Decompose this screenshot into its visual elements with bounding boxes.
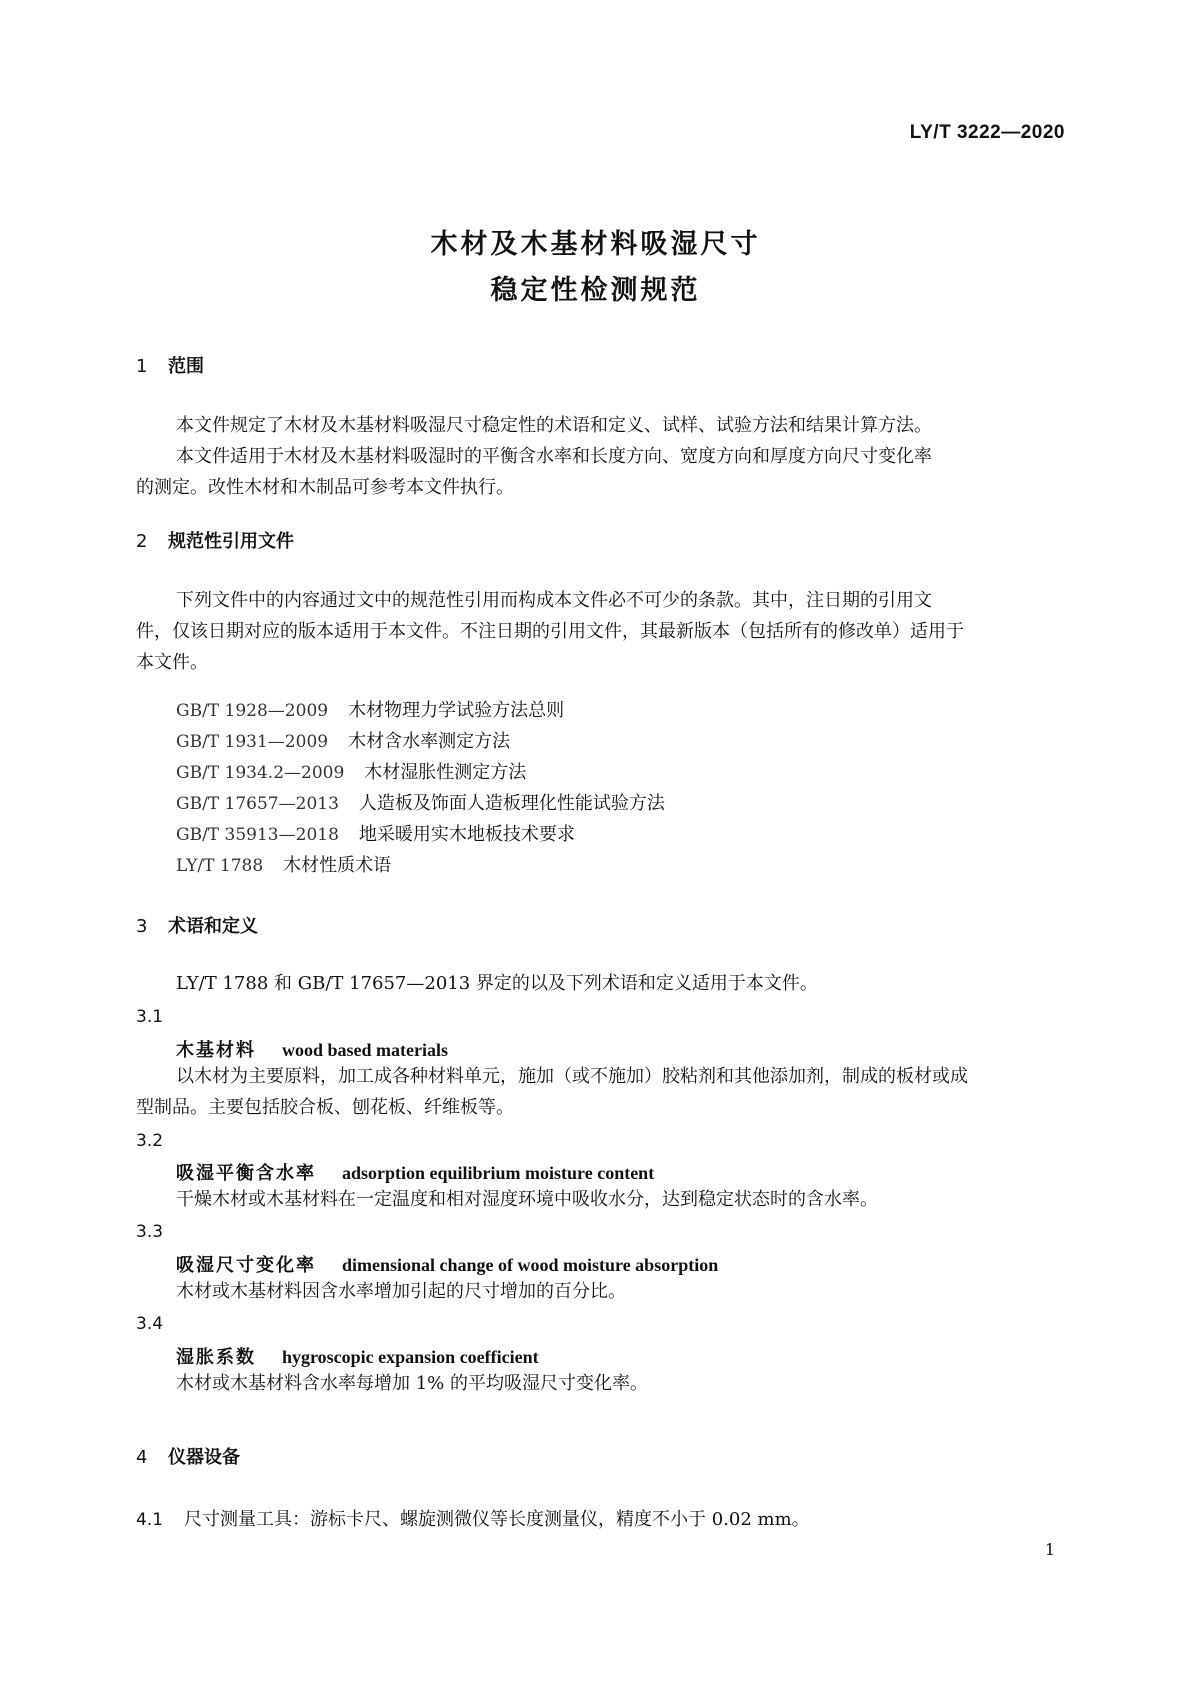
section-number: 2 (136, 531, 148, 552)
term-number: 3.3 (136, 1222, 164, 1242)
title-line-2: 稳定性检测规范 (490, 275, 701, 306)
term-number: 3.1 (136, 1007, 164, 1027)
reference-code: LY/T 1788 (176, 856, 264, 876)
clause-4-1 (136, 1505, 810, 1531)
clause-text: 尺寸测量工具：游标卡尺、螺旋测微仪等长度测量仪，精度不小于 0.02 mm。 (184, 1509, 810, 1530)
paragraph-line: 的测定。改性木材和木制品可参考本文件执行。 (136, 477, 514, 498)
reference-code: GB/T 1928—2009 (176, 701, 329, 721)
section-3-heading (136, 912, 258, 938)
section-number: 3 (136, 916, 148, 937)
section-1-heading (136, 352, 204, 378)
section-title: 术语和定义 (168, 916, 258, 937)
definition-line: 型制品。主要包括胶合板、刨花板、纤维板等。 (136, 1097, 514, 1118)
section-3-intro (136, 968, 1056, 999)
section-2-body (136, 585, 1056, 678)
term-number: 3.2 (136, 1131, 164, 1151)
term-chinese: 湿胀系数 (176, 1347, 256, 1368)
reference-code: GB/T 35913—2018 (176, 825, 339, 845)
definition-line: 木材或木基材料因含水率增加引起的尺寸增加的百分比。 (176, 1281, 626, 1302)
term-definition (136, 1184, 1056, 1215)
section-title: 仪器设备 (168, 1447, 240, 1468)
page-number: 1 (1044, 1540, 1055, 1559)
section-4-heading (136, 1443, 240, 1469)
term-english: dimensional change of wood moisture absorption (342, 1255, 719, 1275)
term-heading (176, 1251, 718, 1277)
paragraph-line: 本文件适用于木材及木基材料吸湿时的平衡含水率和长度方向、宽度方向和厚度方向尺寸变化率 (176, 446, 932, 467)
reference-item (176, 788, 665, 819)
clause-number: 4.1 (136, 1510, 164, 1530)
term-english: adsorption equilibrium moisture content (342, 1163, 655, 1183)
title-line-1: 木材及木基材料吸湿尺寸 (430, 229, 761, 260)
reference-title: 木材湿胀性测定方法 (364, 762, 527, 783)
reference-title: 木材性质术语 (283, 855, 392, 876)
normative-reference-list (176, 695, 665, 881)
term-chinese: 吸湿平衡含水率 (176, 1163, 316, 1184)
reference-code: GB/T 1931—2009 (176, 732, 329, 752)
section-2-heading (136, 527, 294, 553)
term-definition (136, 1276, 1056, 1307)
term-heading (176, 1036, 448, 1062)
section-number: 4 (136, 1447, 148, 1468)
reference-code: GB/T 1934.2—2009 (176, 763, 345, 783)
reference-item (176, 695, 665, 726)
reference-item (176, 819, 665, 850)
reference-title: 地采暖用实木地板技术要求 (358, 824, 575, 845)
section-title: 范围 (168, 356, 204, 377)
reference-title: 木材物理力学试验方法总则 (348, 700, 565, 721)
reference-title: 人造板及饰面人造板理化性能试验方法 (358, 793, 665, 814)
paragraph-line: 件，仅该日期对应的版本适用于本文件。不注日期的引用文件，其最新版本（包括所有的修改单）适用于 (136, 621, 964, 642)
term-definition (136, 1061, 1056, 1123)
term-chinese: 吸湿尺寸变化率 (176, 1255, 316, 1276)
term-chinese: 木基材料 (176, 1040, 256, 1061)
section-number: 1 (136, 356, 148, 377)
term-heading (176, 1343, 539, 1369)
reference-code: GB/T 17657—2013 (176, 794, 339, 814)
document-title (0, 222, 1191, 314)
reference-item (176, 757, 665, 788)
term-heading (176, 1159, 654, 1185)
reference-item (176, 726, 665, 757)
term-definition (136, 1368, 1056, 1399)
paragraph-line: 本文件规定了木材及木基材料吸湿尺寸稳定性的术语和定义、试样、试验方法和结果计算方法。 (176, 415, 932, 436)
section-title: 规范性引用文件 (168, 531, 294, 552)
definition-line: 干燥木材或木基材料在一定温度和相对湿度环境中吸收水分，达到稳定状态时的含水率。 (176, 1189, 878, 1210)
standard-code: LY/T 3222—2020 (909, 122, 1065, 143)
reference-item (176, 850, 665, 881)
paragraph-line: 下列文件中的内容通过文中的规范性引用而构成本文件必不可少的条款。其中，注日期的引用文 (176, 590, 932, 611)
term-number: 3.4 (136, 1314, 164, 1334)
term-english: wood based materials (282, 1040, 448, 1060)
paragraph-line: LY/T 1788 和 GB/T 17657—2013 界定的以及下列术语和定义适用于本文件。 (176, 973, 818, 994)
definition-line: 木材或木基材料含水率每增加 1% 的平均吸湿尺寸变化率。 (176, 1373, 648, 1394)
definition-line: 以木材为主要原料，加工成各种材料单元，施加（或不施加）胶粘剂和其他添加剂，制成的板材或成 (176, 1066, 968, 1087)
paragraph-line: 本文件。 (136, 652, 208, 673)
reference-title: 木材含水率测定方法 (348, 731, 511, 752)
term-english: hygroscopic expansion coefficient (282, 1347, 539, 1367)
section-1-body (136, 410, 1056, 503)
